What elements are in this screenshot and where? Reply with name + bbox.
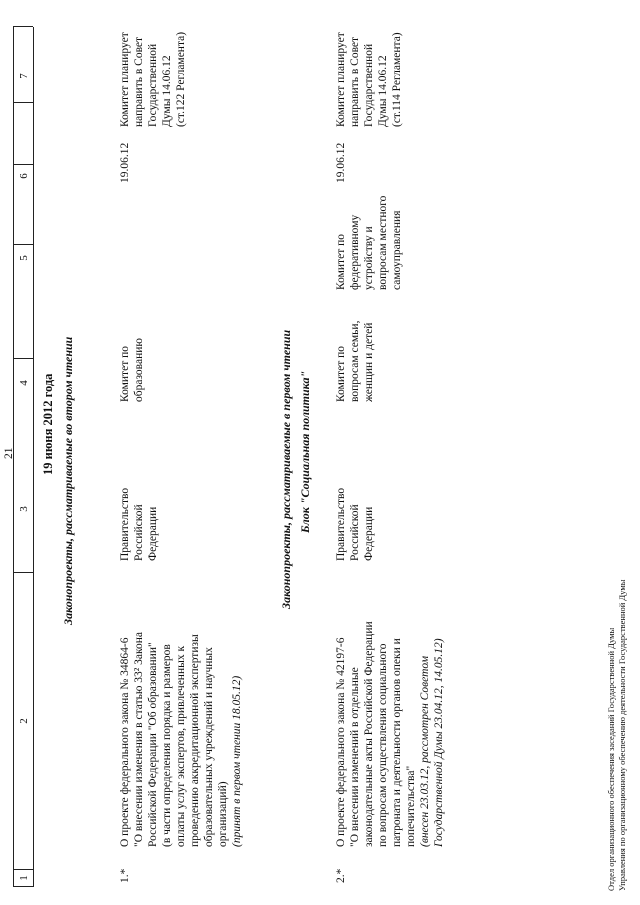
column-number-3: 3	[18, 506, 30, 512]
column-number-1: 1	[18, 875, 30, 881]
date-heading: 19 июня 2012 года	[41, 373, 55, 475]
column-number-4: 4	[18, 380, 30, 386]
header-divider	[13, 244, 33, 245]
item-note: (внесен 23.03.12, рассмотрен Советом	[419, 655, 431, 847]
column-number-7: 7	[18, 73, 30, 79]
block-title: Блок "Социальная политика"	[298, 370, 312, 533]
item-date: 19.06.12	[119, 142, 131, 183]
header-divider	[13, 358, 33, 359]
header-divider	[13, 102, 33, 103]
page-number: 21	[3, 447, 15, 459]
column-number-5: 5	[18, 255, 30, 261]
item-description: О проекте федерального закона № 34864-6 "О внесении изменения в статью 33² Закона Российской Федерации "Об образовании" (в части определения порядка и размеров оплаты услуг экспертов, привлеченных к проведению аккредитационной экспертизы образовательных учреждений и научных организаций) (принят в первом чтении 18.05.12)	[119, 631, 243, 847]
item-note: Государственной Думы 23.04.12, 14.05.12)	[433, 638, 445, 847]
item-subject: Правительство Российской Федерации	[119, 487, 159, 561]
item-remark: Комитет планирует направить в Совет Государственной Думы 14.06.12 (ст.122 Регламента)	[119, 31, 187, 127]
header-bottom-line	[33, 27, 34, 887]
item-co-committee: Комитет по федеративному устройству и вопросам местного самоуправления	[335, 195, 403, 290]
section-heading-first-reading: Законопроекты, рассматриваемые в первом чтении	[279, 329, 293, 609]
header-divider	[13, 26, 33, 27]
column-number-2: 2	[18, 718, 30, 724]
page-footer: Отдел организационного обеспечения заседаний Государственной Думы Управления по организационному обеспечению деятельности Государственной Думы	[606, 579, 627, 891]
item-number: 1.*	[119, 868, 131, 883]
item-date: 19.06.12	[335, 142, 347, 183]
item-committee: Комитет по вопросам семьи, женщин и детей	[335, 320, 375, 402]
header-divider	[13, 164, 33, 165]
column-number-6: 6	[18, 173, 30, 179]
item-subject: Правительство Российской Федерации	[335, 487, 375, 561]
item-note: (принят в первом чтении 18.05.12)	[231, 675, 243, 847]
header-divider	[13, 572, 33, 573]
item-committee: Комитет по образованию	[119, 338, 145, 402]
header-top-line	[13, 27, 14, 887]
item-number: 2.*	[335, 868, 347, 883]
item-description: О проекте федерального закона № 42197-6 "О внесении изменений в отдельные законодательные акты Российской Федерации по вопросам осуществления социального патроната и деятельности органов опеки и попечительства" (внесен 23.03.12, рассмотрен Советом Государственной Думы 23.04.12, 14.05.12)	[335, 621, 445, 847]
section-heading-second-reading: Законопроекты, рассматриваемые во втором чтении	[61, 336, 75, 625]
item-remark: Комитет планирует направить в Совет Государственной Думы 14.06.12 (ст.114 Регламента)	[335, 32, 403, 127]
